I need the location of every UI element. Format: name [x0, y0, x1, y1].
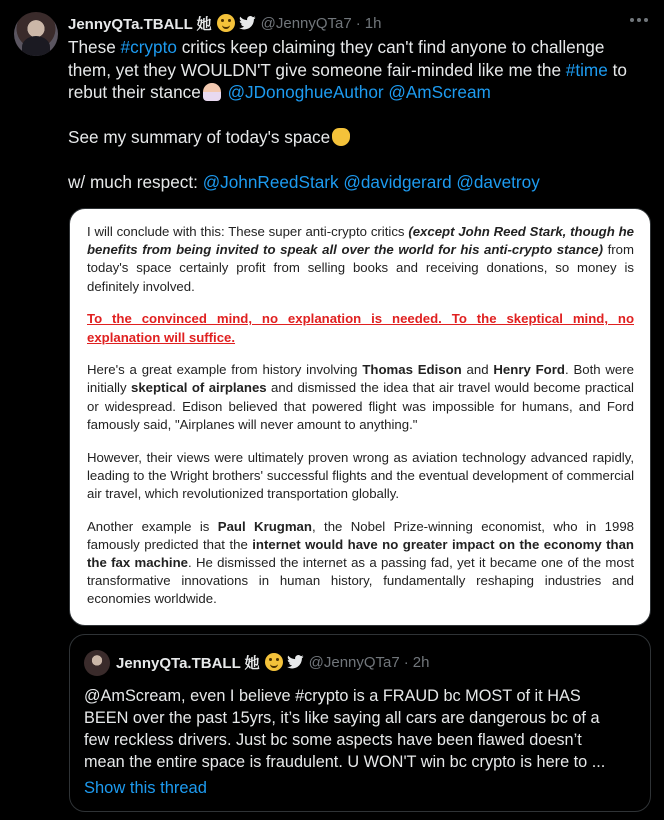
- hashtag-link[interactable]: #crypto: [120, 37, 177, 57]
- tweet-text: [68, 36, 648, 194]
- attached-image[interactable]: [69, 208, 651, 626]
- quoted-line: mean the entire space is fraudulent. U WON'T win bc crypto is here to ...: [84, 753, 606, 771]
- quoted-timestamp: 2h: [412, 653, 430, 671]
- avatar[interactable]: [14, 12, 58, 56]
- quoted-line: BEEN over the past 15yrs, it’s like saying all cars are dangerous bc of a: [84, 709, 600, 727]
- doc-paragraph-3: However, their views were ultimately proven wrong as aviation technology advanced rapidly, leading to the Wright brothers' successful flights and the eventual development of commercial air travel, which revolutionized transportation globally.: [87, 449, 634, 501]
- quoted-line: @AmScream, even I believe #crypto is a FRAUD bc MOST of it HAS: [84, 687, 581, 705]
- more-horizontal-icon[interactable]: [630, 18, 648, 22]
- text-span: to: [607, 59, 627, 80]
- quoted-text: [84, 685, 644, 773]
- tweet-text-line: [68, 126, 648, 149]
- tweet-text-line: [68, 171, 648, 194]
- show-thread-link[interactable]: Show this thread: [84, 779, 207, 797]
- separator: ·: [403, 653, 409, 671]
- quoted-avatar: [84, 650, 110, 676]
- blank-line: [68, 149, 648, 172]
- quoted-display-name: JennyQTa.TBALL 她: [116, 654, 260, 672]
- quoted-tweet[interactable]: [69, 634, 651, 812]
- twitter-bird-icon: [239, 16, 256, 30]
- text-span: rebut their stance: [68, 82, 201, 102]
- mention-link[interactable]: @davetroy: [456, 172, 540, 192]
- point-emoji-icon: [332, 128, 350, 146]
- timestamp[interactable]: 1h: [364, 14, 382, 32]
- quoted-handle: @JennyQTa7: [308, 653, 400, 671]
- tweet-text-line: [68, 59, 648, 82]
- handle[interactable]: @JennyQTa7: [260, 14, 352, 32]
- mention-link[interactable]: @JohnReedStark: [202, 172, 339, 192]
- text-span: critics keep claiming they can't find anyone to challenge: [176, 37, 605, 57]
- smiley-emoji-icon: [217, 14, 235, 32]
- doc-paragraph-1: I will conclude with this: These super anti-crypto critics (except John Reed Stark, though he benefits from being invited to speak all over the world for his anti-crypto stance) from today's space certainly profit from selling books and receiving donations, so money is definitely involved.: [87, 224, 634, 294]
- text-span: See my summary of today's space: [68, 127, 331, 147]
- quoted-header: [116, 652, 429, 672]
- smiley-emoji-icon: [265, 653, 283, 671]
- tweet-text-line: [68, 81, 648, 104]
- shrug-emoji-icon: [203, 83, 221, 101]
- display-name[interactable]: JennyQTa.TBALL 她: [68, 15, 212, 33]
- text-span: w/ much respect:: [68, 172, 203, 192]
- doc-paragraph-4: Another example is Paul Krugman, the Nobel Prize-winning economist, who in 1998 famously predicted that the internet would have no greater impact on the economy than the fax machine. He dismissed the internet as a passing fad, yet it became one of the most transformative innovations in human history, fundamentally reshaping industries and economies worldwide.: [87, 518, 634, 607]
- tweet-text-line: [68, 36, 648, 59]
- twitter-bird-icon: [287, 655, 304, 669]
- doc-paragraph-2: Here's a great example from history involving Thomas Edison and Henry Ford. Both were initially skeptical of airplanes and dismissed the idea that air travel would become practical or widespread. Edison believed that powered flight was impossible for humans, and Ford famously said, "Airplanes will never amount to anything.": [87, 362, 634, 432]
- separator: ·: [355, 14, 361, 32]
- tweet-header: [68, 13, 652, 33]
- document-text: [87, 223, 634, 623]
- blank-line: [68, 104, 648, 127]
- quoted-line: few reckless drivers. Just bc some aspects have been flawed doesn’t: [84, 731, 582, 749]
- text-span: These: [68, 37, 121, 57]
- hashtag-link[interactable]: #time: [565, 59, 608, 80]
- mention-link[interactable]: @davidgerard: [343, 172, 452, 192]
- doc-paragraph-quote: To the convinced mind, no explanation is needed. To the skeptical mind, no explanation will suffice.: [87, 311, 634, 345]
- mention-link[interactable]: @JDonoghueAuthor: [227, 82, 384, 102]
- text-span: them, yet they WOULDN'T give someone fair-minded like me the: [68, 59, 566, 80]
- mention-link[interactable]: @AmScream: [388, 82, 491, 102]
